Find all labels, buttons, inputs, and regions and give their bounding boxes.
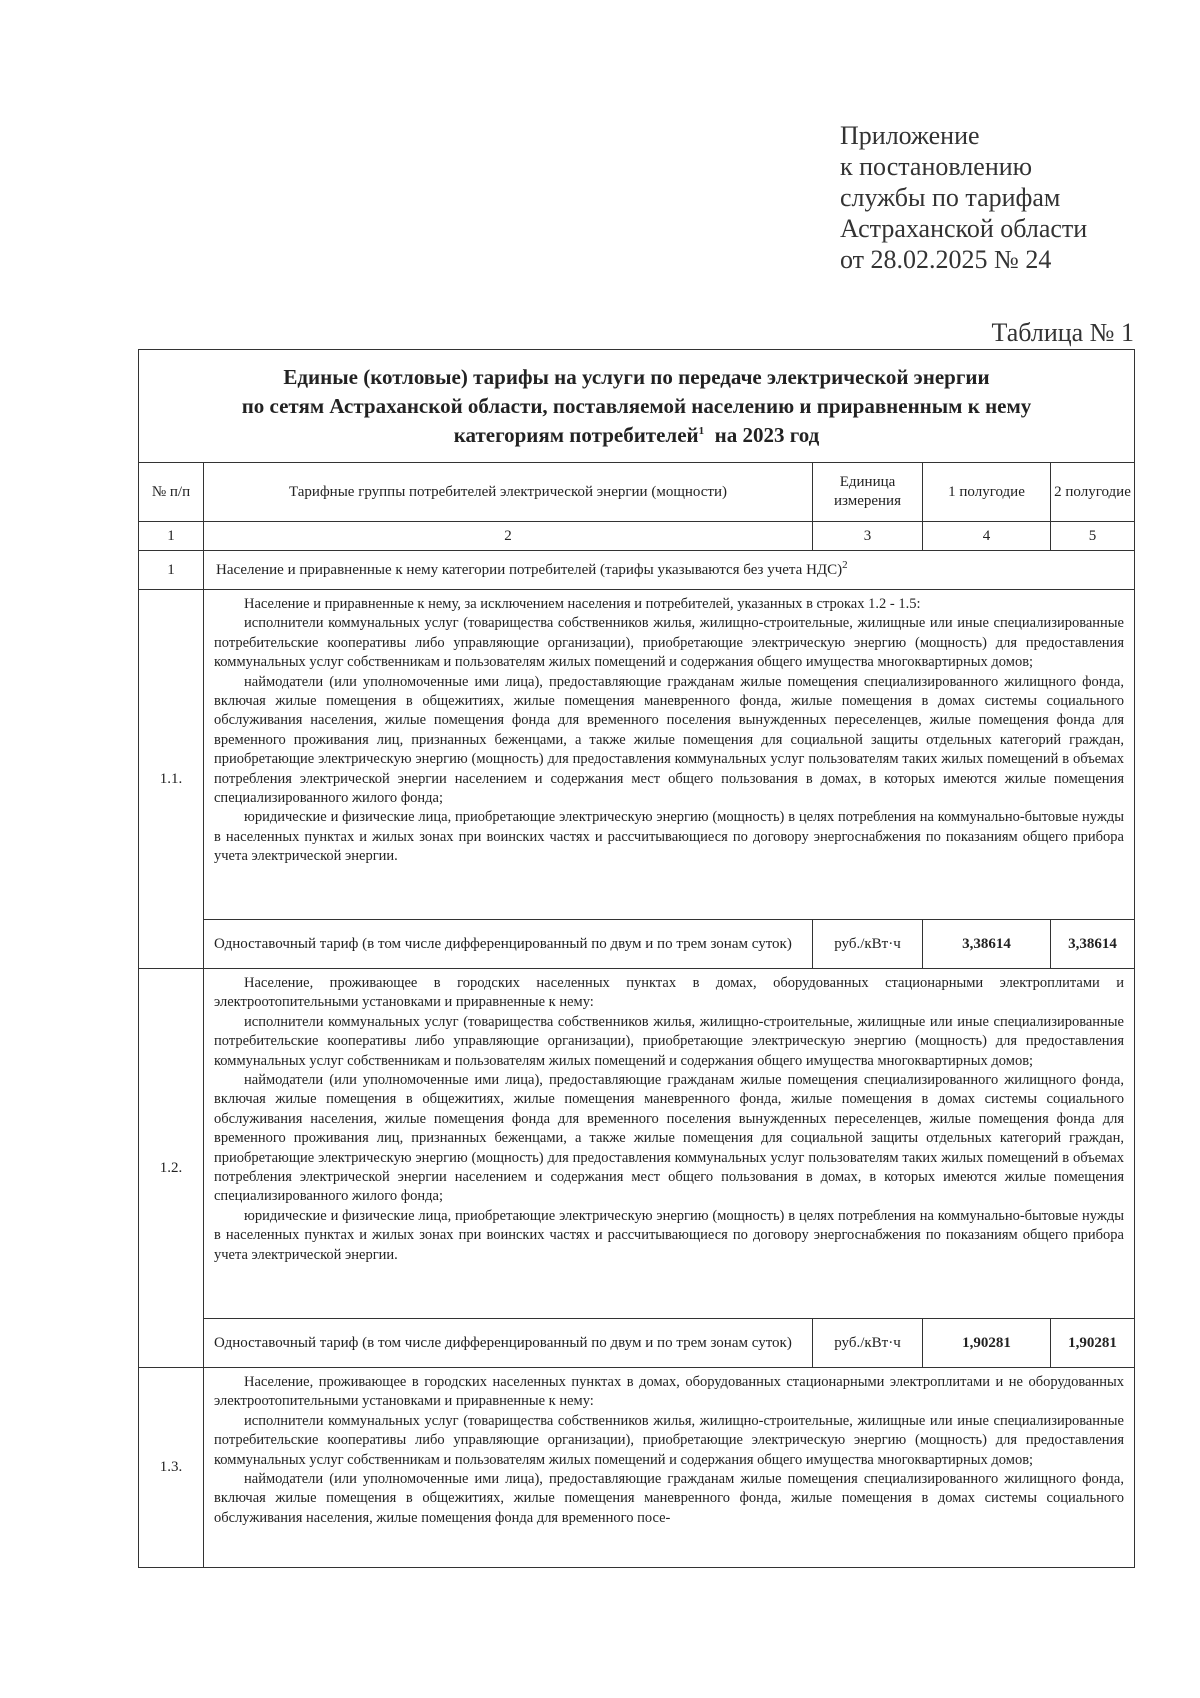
tariff-unit: руб./кВт·ч bbox=[813, 1319, 923, 1368]
paragraph: юридические и физические лица, приобретающие электрическую энергию (мощность) в целях потребления на коммунально-бытовые нужды в населенных пунктах и жилых зонах при воинских частях и рассчитывающиеся по договору энергоснабжения по показаниям общего прибора учета электрической энергии. bbox=[214, 1207, 1124, 1263]
header-group: Тарифные группы потребителей электрической энергии (мощности) bbox=[204, 463, 813, 522]
title-text: на 2023 год bbox=[714, 422, 820, 447]
paragraph: исполнители коммунальных услуг (товарищества собственников жилья, жилищно-строительные, жилищные или иные специализированные потребительские кооперативы либо управляющие организации), приобретающие электрическую энергию (мощность) для предоставления коммунальных услуг собственникам и пользователям жилых помещений и содержания общего имущества многоквартирных домов; bbox=[214, 615, 1124, 671]
paragraph: наймодатели (или уполномоченные ими лица), предоставляющие гражданам жилые помещения специализированного жилищного фонда, включая жилые помещения в общежитиях, жилые помещения маневренного фонда, жилые помещения в домах системы социального обслуживания населения, жилые помещения фонда для временного посе- bbox=[214, 1471, 1124, 1526]
header-num: № п/п bbox=[139, 463, 204, 522]
consumer-group-description bbox=[204, 969, 1135, 1319]
column-index: 1 bbox=[139, 522, 204, 551]
section-text: Население и приравненные к нему категории потребителей (тарифы указываются без учета НДС) bbox=[216, 561, 843, 578]
row-number: 1.1. bbox=[139, 590, 204, 969]
paragraph: наймодатели (или уполномоченные ими лица), предоставляющие гражданам жилые помещения специализированного жилищного фонда, включая жилые помещения в общежитиях, жилые помещения маневренного фонда, жилые помещения в домах системы социального обслуживания населения, жилые помещения фонда для временного поселения вынужденных переселенцев, жилые помещения фонда для временного проживания лиц, признанных беженцами, а также жилые помещения для социальной защиты отдельных категорий граждан, приобретающие электрическую энергию (мощность) для предоставления коммунальных услуг пользователям таких жилых помещений в объемах потребления электрической энергии населением и содержания мест общего пользования в домах, в которых имеются жилые помещения специализированного жилого фонда; bbox=[214, 1072, 1124, 1205]
row-number: 1 bbox=[139, 551, 204, 590]
header-unit: Единица измерения bbox=[813, 463, 923, 522]
title-line: Единые (котловые) тарифы на услуги по передаче электрической энергии bbox=[283, 364, 990, 389]
tariff-name: Одноставочный тариф (в том числе дифференцированный по двум и по трем зонам суток) bbox=[204, 1319, 813, 1368]
table-label: Таблица № 1 bbox=[991, 318, 1134, 347]
header-half2: 2 полугодие bbox=[1051, 463, 1135, 522]
column-index: 2 bbox=[204, 522, 813, 551]
tariff-value-h1: 1,90281 bbox=[923, 1319, 1051, 1368]
footnote-mark: 1 bbox=[698, 424, 705, 437]
tariff-value-h1: 3,38614 bbox=[923, 920, 1051, 969]
paragraph: Население, проживающее в городских населенных пунктах в домах, оборудованных стационарными электроплитами и электроотопительными установками и приравненные к нему: bbox=[214, 975, 1124, 1011]
title-text: категориям потребителей bbox=[453, 422, 699, 447]
appendix-header bbox=[840, 120, 1160, 275]
appendix-line: Приложение bbox=[840, 121, 980, 150]
tariff-table bbox=[138, 349, 1135, 1568]
paragraph: наймодатели (или уполномоченные ими лица), предоставляющие гражданам жилые помещения специализированного жилищного фонда, включая жилые помещения в общежитиях, жилые помещения маневренного фонда, жилые помещения в домах системы социального обслуживания населения, жилые помещения фонда для временного поселения вынужденных переселенцев, жилые помещения фонда для временного проживания лиц, признанных беженцами, а также жилые помещения для социальной защиты отдельных категорий граждан, приобретающие электрическую энергию (мощность) для предоставления коммунальных услуг пользователям таких жилых помещений в объемах потребления электрической энергии населением и содержания мест общего пользования в домах, в которых имеются жилые помещения специализированного жилого фонда; bbox=[214, 673, 1124, 807]
paragraph: исполнители коммунальных услуг (товарищества собственников жилья, жилищно-строительные, жилищные или иные специализированные потребительские кооперативы либо управляющие организации), приобретающие электрическую энергию (мощность) для предоставления коммунальных услуг собственникам и пользователям жилых помещений и содержания общего имущества многоквартирных домов; bbox=[214, 1412, 1124, 1468]
paragraph: юридические и физические лица, приобретающие электрическую энергию (мощность) в целях потребления на коммунально-бытовые нужды в населенных пунктах и жилых зонах при воинских частях и рассчитывающиеся по договору энергоснабжения по показаниям общего прибора учета электрической энергии. bbox=[214, 809, 1124, 865]
column-index: 3 bbox=[813, 522, 923, 551]
title-line: по сетям Астраханской области, поставляемой населению и приравненным к нему bbox=[241, 393, 1032, 418]
tariff-unit: руб./кВт·ч bbox=[813, 920, 923, 969]
tariff-value-h2: 1,90281 bbox=[1051, 1319, 1135, 1368]
paragraph: исполнители коммунальных услуг (товарищества собственников жилья, жилищно-строительные, жилищные или иные специализированные потребительские кооперативы либо управляющие организации), приобретающие электрическую энергию (мощность) для предоставления коммунальных услуг собственникам и пользователям жилых помещений и содержания общего имущества многоквартирных домов; bbox=[214, 1013, 1124, 1069]
appendix-line: к постановлению bbox=[840, 152, 1033, 181]
appendix-line: от 28.02.2025 № 24 bbox=[840, 245, 1052, 274]
appendix-line: Астраханской области bbox=[840, 214, 1088, 243]
header-half1: 1 полугодие bbox=[923, 463, 1051, 522]
consumer-group-description bbox=[204, 1368, 1135, 1568]
paragraph: Население, проживающее в городских населенных пунктах в домах, оборудованных стационарными электроплитами и не оборудованных электроотопительными установками и приравненные к нему: bbox=[214, 1374, 1124, 1410]
section-heading bbox=[204, 551, 1135, 590]
column-index: 5 bbox=[1051, 522, 1135, 551]
appendix-line: службы по тарифам bbox=[840, 183, 1061, 212]
column-index: 4 bbox=[923, 522, 1051, 551]
footnote-mark: 2 bbox=[842, 558, 848, 571]
row-number: 1.2. bbox=[139, 969, 204, 1368]
table-title bbox=[139, 350, 1135, 463]
tariff-value-h2: 3,38614 bbox=[1051, 920, 1135, 969]
consumer-group-description bbox=[204, 590, 1135, 920]
tariff-name: Одноставочный тариф (в том числе дифференцированный по двум и по трем зонам суток) bbox=[204, 920, 813, 969]
paragraph: Население и приравненные к нему, за исключением населения и потребителей, указанных в строках 1.2 - 1.5: bbox=[244, 596, 921, 612]
title-line bbox=[139, 421, 1134, 450]
row-number: 1.3. bbox=[139, 1368, 204, 1568]
